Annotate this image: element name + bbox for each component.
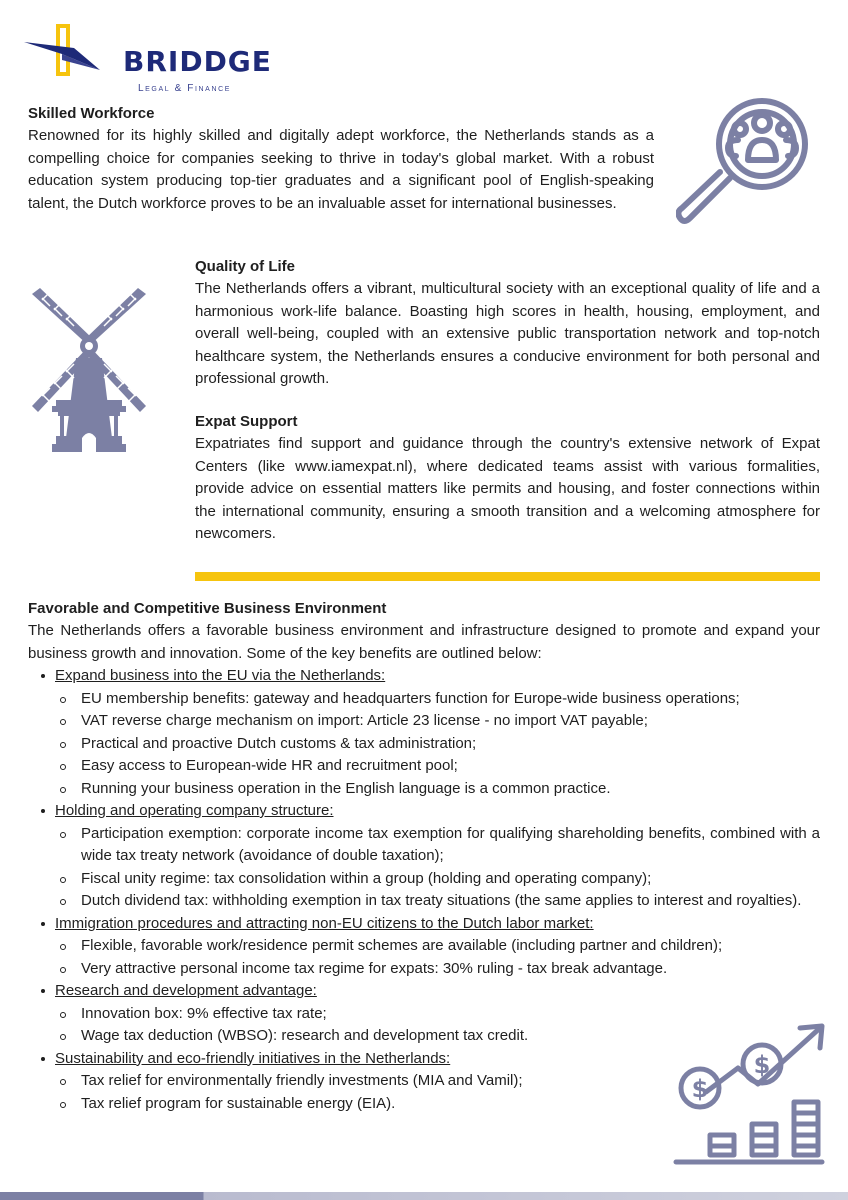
- section-body: Renowned for its highly skilled and digitally adept workforce, the Netherlands stands as a compelling choice for companies seeking to thrive in today's global market. With a robust education system producing top-tier graduates and a significant pool of English-speaking talent, the Dutch workforce proves to be an invaluable asset for international businesses.: [28, 127, 654, 212]
- section-quality-of-life: [195, 256, 820, 391]
- benefit-item: Flexible, favorable work/residence permit schemes are available (including partner and children);: [55, 935, 820, 958]
- benefit-item: Very attractive personal income tax regime for expats: 30% ruling - tax break advantage.: [55, 958, 820, 981]
- svg-text:$: $: [691, 1075, 709, 1103]
- windmill-icon: [28, 288, 150, 458]
- workforce-search-icon: [676, 96, 816, 228]
- benefit-item: Tax relief for environmentally friendly investments (MIA and Vamil);: [55, 1070, 820, 1093]
- logo-wordmark: BRIDDGE: [123, 45, 272, 78]
- section-title: Favorable and Competitive Business Environment: [28, 600, 387, 617]
- company-logo: [22, 20, 272, 94]
- svg-text:$: $: [753, 1051, 771, 1079]
- section-intro: The Netherlands offers a favorable business environment and infrastructure designed to promote and expand your business growth and innovation. Some of the key benefits are outlined below:: [28, 622, 820, 662]
- benefit-item: Participation exemption: corporate income tax exemption for qualifying shareholding benefits, combined with a wide tax treaty network (avoidance of double taxation);: [55, 823, 820, 868]
- benefit-item: Running your business operation in the English language is a common practice.: [55, 778, 820, 801]
- benefit-group-label: Research and development advantage:: [55, 982, 317, 999]
- benefit-group-label: Sustainability and eco-friendly initiatives in the Netherlands:: [55, 1049, 451, 1067]
- benefit-group: [28, 665, 820, 800]
- benefit-sublist: [55, 823, 820, 913]
- benefit-sublist: [55, 688, 820, 801]
- section-divider: [195, 572, 820, 581]
- benefit-group: [28, 913, 820, 981]
- benefit-group-label: Holding and operating company structure:: [55, 802, 334, 819]
- section-title: Skilled Workforce: [28, 105, 155, 122]
- section-skilled-workforce: [28, 103, 654, 215]
- benefit-group-label: Expand business into the EU via the Netherlands:: [55, 667, 386, 684]
- benefit-item: Dutch dividend tax: withholding exemption in tax treaty situations (the same applies to interest and royalties).: [55, 890, 820, 913]
- logo-tagline: Legal & Finance: [138, 83, 232, 94]
- benefit-item: VAT reverse charge mechanism on import: Article 23 license - no import VAT payable;: [55, 710, 820, 733]
- section-expat-support: [195, 411, 820, 546]
- finance-growth-icon: [672, 1022, 830, 1170]
- benefit-item: EU membership benefits: gateway and headquarters function for Europe-wide business operations;: [55, 688, 820, 711]
- benefit-sublist: [55, 935, 820, 980]
- benefit-item: Innovation box: 9% effective tax rate;: [55, 1003, 820, 1026]
- footer-bar: [0, 1192, 848, 1200]
- benefit-item: Easy access to European-wide HR and recruitment pool;: [55, 755, 820, 778]
- benefit-item: Tax relief program for sustainable energy (EIA).: [55, 1093, 820, 1116]
- section-title: Expat Support: [195, 413, 298, 430]
- section-body: Expatriates find support and guidance through the country's extensive network of Expat Centers (like www.iamexpat.nl), where dedicated teams assist with various formalities, provide advice on essential matters like permits and housing, and foster connections within the international community, ensuring a smooth transition and a welcoming atmosphere for newcomers.: [195, 435, 820, 542]
- benefit-item: Fiscal unity regime: tax consolidation within a group (holding and operating company);: [55, 868, 820, 891]
- benefit-group: [28, 800, 820, 913]
- section-title: Quality of Life: [195, 258, 296, 275]
- benefit-item: Wage tax deduction (WBSO): research and development tax credit.: [55, 1025, 820, 1048]
- logo-mark-icon: [22, 20, 122, 80]
- benefit-group-label: Immigration procedures and attracting non-EU citizens to the Dutch labor market:: [55, 914, 594, 932]
- section-body: The Netherlands offers a vibrant, multicultural society with an exceptional quality of life and a harmonious work-life balance. Boasting high scores in health, housing, employment, and overall well-being, coupled with an extensive public transportation network and top-notch healthcare system, the Netherlands ensures a conducive environment for both personal and professional growth.: [195, 280, 820, 387]
- benefit-item: Practical and proactive Dutch customs & tax administration;: [55, 733, 820, 756]
